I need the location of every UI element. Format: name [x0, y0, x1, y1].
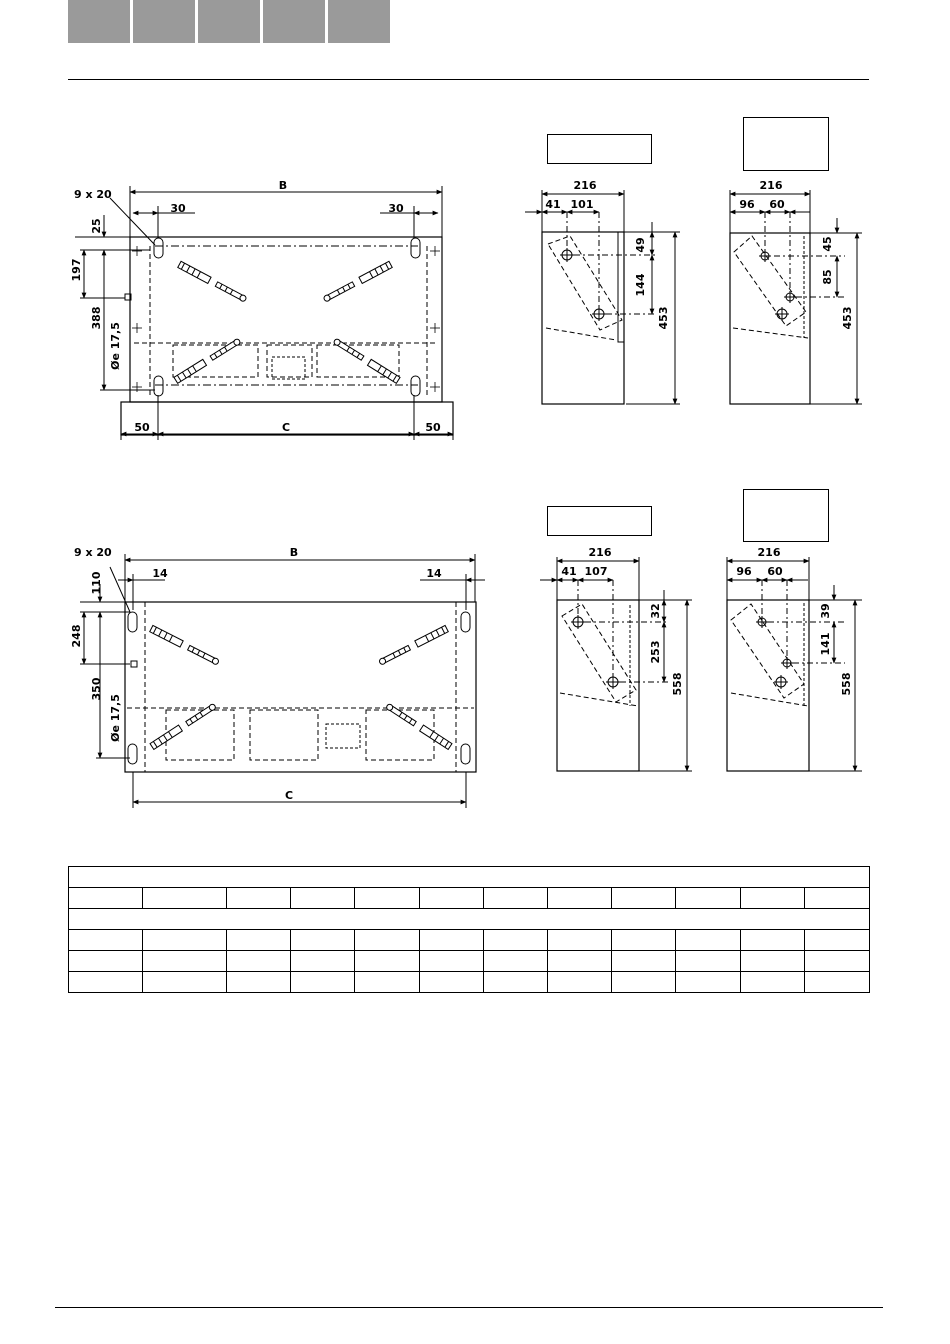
- dim-upper-height: 197: [70, 258, 83, 282]
- dim-left: 41: [561, 565, 577, 578]
- table-row: [69, 972, 870, 993]
- dim-top-gap: 49: [634, 237, 647, 253]
- spec-table: [68, 866, 870, 993]
- table-row: [69, 867, 870, 888]
- dim-b: B: [289, 546, 299, 559]
- dim-margin-right: 50: [425, 421, 441, 434]
- dim-height: 453: [657, 306, 670, 330]
- dim-top-gap: 45: [821, 236, 834, 252]
- dim-hole: 9 x 20: [74, 188, 112, 201]
- table-row: [69, 909, 870, 930]
- dim-top-offset: 110: [90, 571, 103, 595]
- dim-hole-gap: 253: [649, 640, 662, 664]
- dim-inset-left: 30: [170, 202, 186, 215]
- dim-margin-left: 50: [134, 421, 150, 434]
- table-row: [69, 930, 870, 951]
- dim-width: 216: [588, 546, 612, 559]
- dim-hole-gap: 85: [821, 269, 834, 285]
- dim-inset-right: 14: [426, 567, 442, 580]
- dim-hole-gap: 144: [634, 273, 647, 297]
- side-view-2: [730, 190, 862, 404]
- dim-diameter: Øe 17,5: [109, 322, 122, 370]
- dim-width: 216: [573, 179, 597, 192]
- dim-lower-height: 350: [90, 677, 103, 701]
- table-row: [69, 951, 870, 972]
- dim-b: B: [278, 179, 288, 192]
- dim-left: 96: [736, 565, 752, 578]
- dim-width: 216: [759, 179, 783, 192]
- dim-inset-left: 14: [152, 567, 168, 580]
- dim-height: 453: [841, 306, 854, 330]
- dim-c: C: [281, 421, 291, 434]
- dim-mid: 101: [570, 198, 594, 211]
- dim-diameter: Øe 17,5: [109, 694, 122, 742]
- dim-height: 558: [840, 672, 853, 696]
- dim-left: 96: [739, 198, 755, 211]
- side-view-3: [540, 557, 692, 771]
- dim-lower-height: 388: [90, 306, 103, 330]
- dim-left: 41: [545, 198, 561, 211]
- front-view-bottom: [80, 554, 485, 808]
- dim-mid: 60: [767, 565, 783, 578]
- dim-hole-gap: 141: [819, 632, 832, 656]
- dim-mid: 60: [769, 198, 785, 211]
- side-view-4: [727, 557, 862, 771]
- dim-top-offset: 25: [90, 218, 103, 234]
- dim-width: 216: [757, 546, 781, 559]
- dim-top-gap: 32: [649, 603, 662, 619]
- dim-mid: 107: [584, 565, 608, 578]
- dim-height: 558: [671, 672, 684, 696]
- dim-upper-height: 248: [70, 624, 83, 648]
- table-row: [69, 888, 870, 909]
- footer-rule: [55, 1307, 883, 1308]
- dim-inset-right: 30: [388, 202, 404, 215]
- dim-c: C: [284, 789, 294, 802]
- dim-top-gap: 39: [819, 603, 832, 619]
- front-view-top: [75, 186, 453, 440]
- dim-hole: 9 x 20: [74, 546, 112, 559]
- side-view-1: [525, 190, 680, 404]
